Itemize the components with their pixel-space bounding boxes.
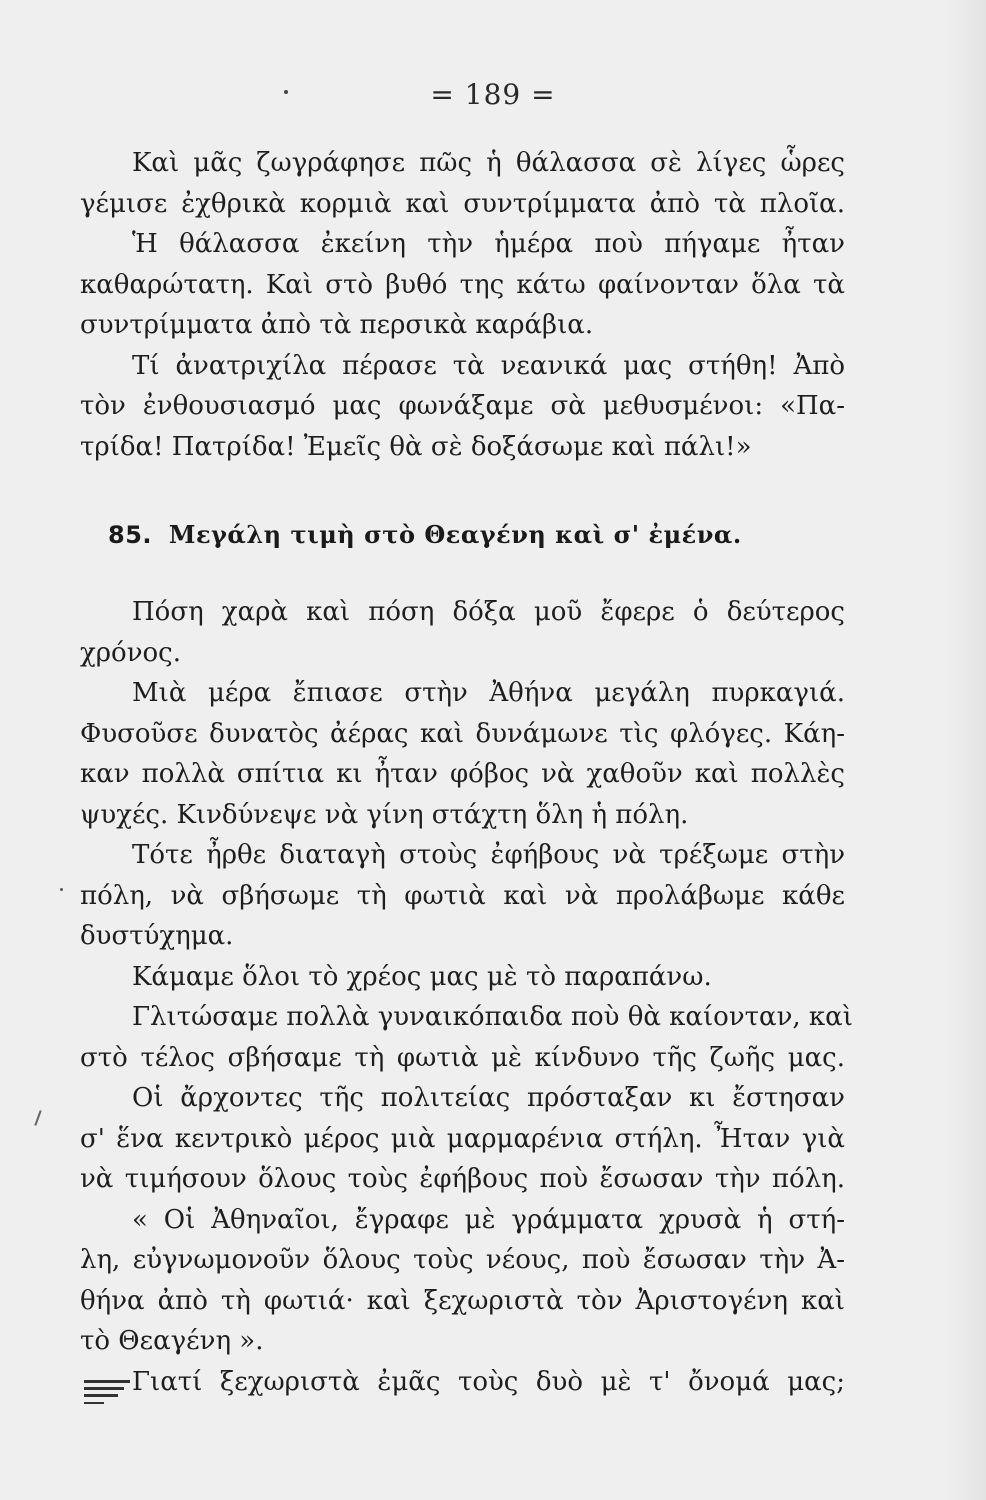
text-line: χρόνος. <box>80 637 181 668</box>
text-line: δυστύχημα. <box>80 921 234 951</box>
text-line: καν πολλὰ σπίτια κι ἦταν φόβος νὰ χαθοῦν καὶ πολλὲς <box>80 759 845 789</box>
text-line: συντρίμματα ἀπὸ τὰ περσικὰ καράβια. <box>80 310 594 340</box>
paragraph-block-1 <box>80 143 845 467</box>
text-line: Καὶ μᾶς ζωγράφησε πῶς ἡ θάλασσα σὲ λίγες ὧρες <box>132 148 845 178</box>
text-line: Ἡ θάλασσα ἐκείνη τὴν ἡμέρα ποὺ πήγαμε ἦταν <box>132 229 845 259</box>
text-line: Πόση χαρὰ καὶ πόση δόξα μοῦ ἔφερε ὁ δεύτερος <box>132 597 845 627</box>
text-line: τὸν ἐνθουσιασμό μας φωνάξαμε σὰ μεθυσμένοι: «Πα- <box>80 391 845 421</box>
text-line: Τί ἀνατριχίλα πέρασε τὰ νεανικά μας στήθη! Ἀπὸ <box>132 350 845 381</box>
text-line: πόλη, νὰ σβήσωμε τὴ φωτιὰ καὶ νὰ προλάβωμε κάθε <box>80 880 845 911</box>
text-line: Γιατί ξεχωριστὰ ἐμᾶς τοὺς δυὸ μὲ τ' ὄνομά μας; <box>132 1366 845 1397</box>
page-number: = 189 = <box>430 78 556 111</box>
text-line: Τότε ἦρθε διαταγὴ στοὺς ἐφήβους νὰ τρέξωμε στὴν <box>132 840 845 870</box>
text-line: τὸ Θεαγένη ». <box>80 1326 264 1356</box>
text-line: σ' ἕνα κεντρικὸ μέρος μιὰ μαρμαρένια στήλη. Ἦταν γιὰ <box>80 1123 845 1154</box>
text-line: Φυσοῦσε δυνατὸς ἀέρας καὶ δυνάμωνε τὶς φλόγες. Κάη- <box>80 718 845 749</box>
text-line: τρίδα! Πατρίδα! Ἐμεῖς θὰ σὲ δοξάσωμε καὶ πάλι!» <box>80 431 752 462</box>
text-line: ψυχές. Κινδύνεψε νὰ γίνη στάχτη ὅλη ἡ πόλη. <box>80 799 689 830</box>
section-title: Μεγάλη τιμὴ στὸ Θεαγένη καὶ σ' ἐμένα. <box>168 520 742 549</box>
text-line: καθαρώτατη. Καὶ στὸ βυθό της κάτω φαίνονταν ὅλα τὰ <box>80 269 845 300</box>
page-number-header <box>0 78 986 111</box>
section-number: 85. <box>108 521 153 549</box>
margin-tick-mark <box>34 1110 41 1126</box>
text-line: Μιὰ μέρα ἔπιασε στὴν Ἀθήνα μεγάλη πυρκαγιά. <box>132 678 845 708</box>
printer-mark-icon <box>84 1378 132 1408</box>
text-line: λη, εὐγνωμονοῦν ὅλους τοὺς νέους, ποὺ ἔσωσαν τὴν Ἀ- <box>80 1245 845 1275</box>
text-line: Οἱ ἄρχοντες τῆς πολιτείας πρόσταξαν κι ἔστησαν <box>132 1083 845 1113</box>
text-line: Γλιτώσαμε πολλὰ γυναικόπαιδα ποὺ θὰ καίονταν, καὶ <box>132 1002 853 1032</box>
text-line: νὰ τιμήσουν ὅλους τοὺς ἐφήβους ποὺ ἔσωσαν τὴν πόλη. <box>80 1164 845 1194</box>
stray-dot-mark <box>284 90 288 94</box>
paragraph-block-2 <box>80 592 853 1402</box>
text-line: γέμισε ἐχθρικὰ κορμιὰ καὶ συντρίμματα ἀπὸ τὰ πλοῖα. <box>80 188 845 219</box>
text-line: θήνα ἀπὸ τὴ φωτιά· καὶ ξεχωριστὰ τὸν Ἀριστογένη καὶ <box>80 1285 845 1316</box>
text-line: « Οἱ Ἀθηναῖοι, ἔγραφε μὲ γράμματα χρυσὰ ἡ στή- <box>132 1204 845 1235</box>
spine-shadow <box>946 0 986 1500</box>
text-line: στὸ τέλος σβήσαμε τὴ φωτιὰ μὲ κίνδυνο τῆς ζωῆς μας. <box>80 1042 845 1073</box>
margin-dot-mark <box>60 888 63 891</box>
text-line: Κάμαμε ὅλοι τὸ χρέος μας μὲ τὸ παραπάνω. <box>132 961 712 992</box>
section-heading <box>108 520 742 549</box>
